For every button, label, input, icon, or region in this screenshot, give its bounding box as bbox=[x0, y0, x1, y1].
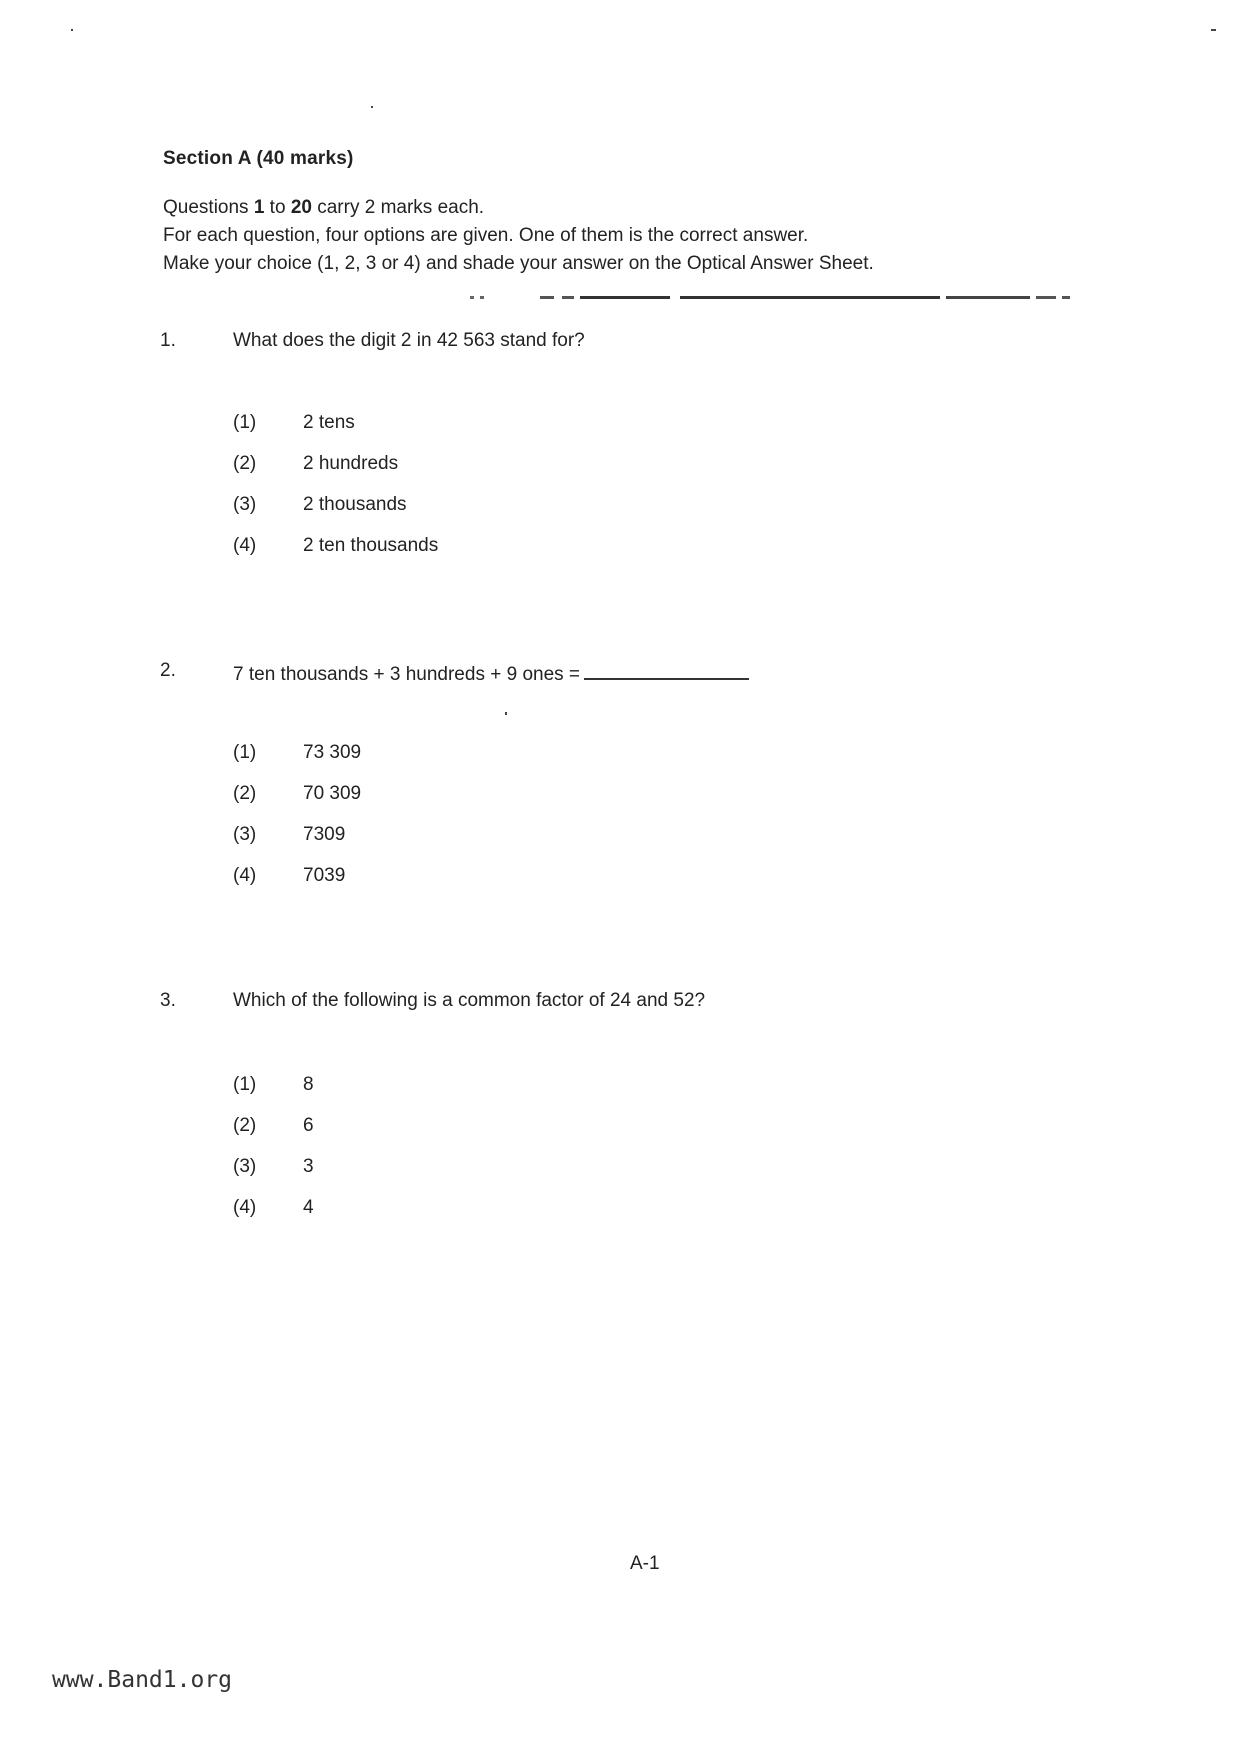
question-text-wrapper bbox=[233, 660, 749, 686]
option-label: (3) bbox=[233, 1156, 257, 1177]
option-label: (1) bbox=[233, 742, 257, 763]
option-1 bbox=[233, 1074, 633, 1115]
option-1 bbox=[233, 742, 633, 783]
option-label: (4) bbox=[233, 865, 257, 886]
option-label: (3) bbox=[233, 494, 257, 515]
option-label: (4) bbox=[233, 535, 257, 556]
option-value: 70 309 bbox=[303, 783, 362, 804]
watermark-link[interactable]: www.Band1.org bbox=[52, 1667, 233, 1693]
option-value: 7039 bbox=[303, 865, 346, 886]
option-2 bbox=[233, 453, 633, 494]
scan-speck bbox=[371, 106, 373, 108]
instruction-line-1: Questions 1 to 20 carry 2 marks each. bbox=[163, 197, 485, 218]
question-number: 2. bbox=[160, 660, 176, 681]
question-text: What does the digit 2 in 42 563 stand for? bbox=[233, 330, 585, 351]
option-value: 3 bbox=[303, 1156, 314, 1177]
option-label: (1) bbox=[233, 1074, 257, 1095]
option-3 bbox=[233, 1156, 633, 1197]
option-1 bbox=[233, 412, 633, 453]
option-3 bbox=[233, 494, 633, 535]
option-label: (2) bbox=[233, 783, 257, 804]
options-list bbox=[233, 742, 633, 906]
question-number: 3. bbox=[160, 990, 176, 1011]
section-title: Section A (40 marks) bbox=[163, 148, 354, 169]
instruction-line-3: Make your choice (1, 2, 3 or 4) and shade your answer on the Optical Answer Sheet. bbox=[163, 253, 874, 274]
question-text: Which of the following is a common factor of 24 and 52? bbox=[233, 990, 706, 1011]
option-value: 2 thousands bbox=[303, 494, 407, 515]
option-value: 7309 bbox=[303, 824, 346, 845]
scan-speck bbox=[1211, 29, 1216, 31]
option-3 bbox=[233, 824, 633, 865]
option-4 bbox=[233, 535, 633, 576]
option-value: 8 bbox=[303, 1074, 314, 1095]
question-number: 1. bbox=[160, 330, 176, 351]
instruction-line-2: For each question, four options are given. One of them is the correct answer. bbox=[163, 225, 809, 246]
answer-blank bbox=[584, 660, 749, 680]
options-list bbox=[233, 1074, 633, 1238]
option-value: 4 bbox=[303, 1197, 314, 1218]
option-label: (3) bbox=[233, 824, 257, 845]
section-divider bbox=[470, 296, 1070, 299]
options-list bbox=[233, 412, 633, 576]
option-label: (2) bbox=[233, 1115, 257, 1136]
question-text: 7 ten thousands + 3 hundreds + 9 ones = bbox=[233, 664, 581, 685]
option-value: 2 tens bbox=[303, 412, 355, 433]
option-value: 6 bbox=[303, 1115, 314, 1136]
option-4 bbox=[233, 1197, 633, 1238]
option-2 bbox=[233, 783, 633, 824]
option-value: 2 hundreds bbox=[303, 453, 399, 474]
option-value: 73 309 bbox=[303, 742, 362, 763]
option-label: (4) bbox=[233, 1197, 257, 1218]
scan-speck bbox=[71, 29, 73, 31]
option-4 bbox=[233, 865, 633, 906]
option-2 bbox=[233, 1115, 633, 1156]
option-label: (1) bbox=[233, 412, 257, 433]
scan-speck bbox=[505, 712, 507, 715]
page-number: A-1 bbox=[630, 1553, 660, 1574]
option-value: 2 ten thousands bbox=[303, 535, 439, 556]
option-label: (2) bbox=[233, 453, 257, 474]
instructions bbox=[163, 194, 874, 278]
